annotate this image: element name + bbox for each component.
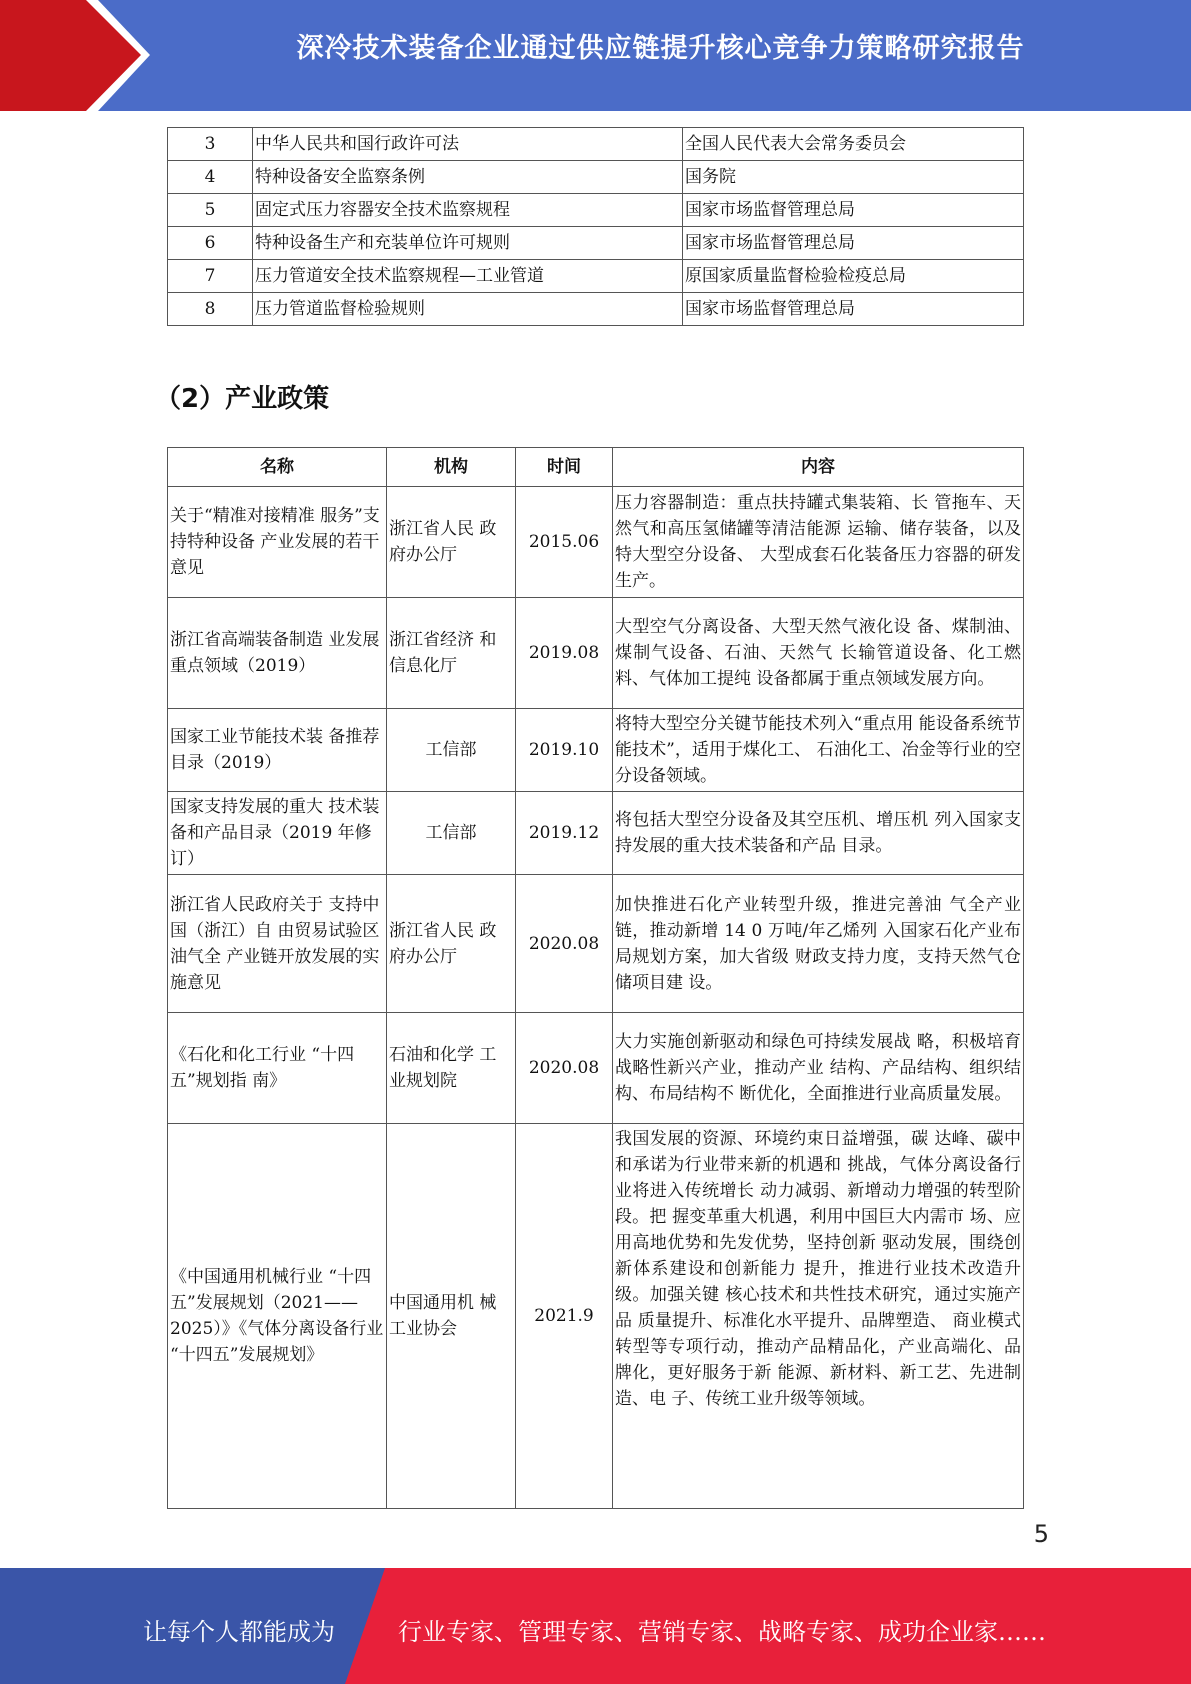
table-row	[168, 1124, 1024, 1509]
policy-org: 中国通用机 械工业协会	[387, 1124, 516, 1509]
table-row	[168, 260, 1024, 293]
policy-time: 2019.10	[516, 709, 613, 792]
policy-org: 浙江省人民 政府办公厅	[387, 875, 516, 1013]
table-row	[168, 709, 1024, 792]
table-row	[168, 128, 1024, 161]
section-title: （2）产业政策	[155, 384, 330, 414]
regulation-issuer: 全国人民代表大会常务委员会	[683, 128, 1024, 161]
report-title: 深冷技术装备企业通过供应链提升核心竞争力策略研究报告	[296, 33, 1025, 64]
regulation-name: 固定式压力容器安全技术监察规程	[253, 194, 683, 227]
column-header-content: 内容	[613, 448, 1024, 487]
policy-name: 浙江省人民政府关于 支持中国（浙江）自 由贸易试验区油气全 产业链开放发展的实 施意见	[168, 875, 387, 1013]
regulation-issuer: 国家市场监督管理总局	[683, 194, 1024, 227]
policy-time: 2019.08	[516, 598, 613, 709]
policy-name: 浙江省高端装备制造 业发展重点领域（2019）	[168, 598, 387, 709]
regulation-name: 特种设备生产和充装单位许可规则	[253, 227, 683, 260]
policy-name: 国家支持发展的重大 技术装备和产品目录（2019 年修订）	[168, 792, 387, 875]
column-header-org: 机构	[387, 448, 516, 487]
page-header	[0, 0, 1191, 111]
policy-content: 大力实施创新驱动和绿色可持续发展战 略，积极培育战略性新兴产业，推动产业 结构、产品结构、组织结构、布局结构不 断优化，全面推进行业高质量发展。	[613, 1013, 1024, 1124]
policy-org: 石油和化学 工业规划院	[387, 1013, 516, 1124]
policy-content: 压力容器制造：重点扶持罐式集装箱、长 管拖车、天然气和高压氢储罐等清洁能源 运输、储存装备，以及特大型空分设备、 大型成套石化装备压力容器的研发生产。	[613, 487, 1024, 598]
regulation-number: 6	[168, 227, 253, 260]
footer-slogan-right: 行业专家、管理专家、营销专家、战略专家、成功企业家……	[398, 1618, 1046, 1646]
policy-content: 我国发展的资源、环境约束日益增强，碳 达峰、碳中和承诺为行业带来新的机遇和 挑战，气体分离设备行业将进入传统增长 动力减弱、新增动力增强的转型阶段。把 握变革重大机遇，利用中国巨大内需市 场、应用高地优势和先发优势，坚持创新 驱动发展，围绕创新体系建设和创新能力 提升，推进行业技术改造升级。加强关键 核心技术和共性技术研究，通过实施产品 质量提升、标准化水平提升、品牌塑造、 商业模式转型等专项行动，推动产品精品化，产业高端化、品牌化，更好服务于新 能源、新材料、新工艺、先进制造、电 子、传统工业升级等领域。	[613, 1124, 1024, 1509]
policy-org: 工信部	[387, 792, 516, 875]
table-row	[168, 293, 1024, 326]
policy-org: 浙江省经济 和信息化厅	[387, 598, 516, 709]
policy-time: 2019.12	[516, 792, 613, 875]
regulation-name: 压力管道监督检验规则	[253, 293, 683, 326]
policy-time: 2015.06	[516, 487, 613, 598]
regulation-issuer: 国家市场监督管理总局	[683, 227, 1024, 260]
policy-time: 2020.08	[516, 875, 613, 1013]
column-header-name: 名称	[168, 448, 387, 487]
regulation-number: 5	[168, 194, 253, 227]
column-header-time: 时间	[516, 448, 613, 487]
policy-content: 加快推进石化产业转型升级，推进完善油 气全产业链，推动新增 14 0 万吨/年乙烯列 入国家石化产业布局规划方案，加大省级 财政支持力度，支持天然气仓储项目建 设。	[613, 875, 1024, 1013]
regulation-issuer: 国务院	[683, 161, 1024, 194]
policy-table	[167, 447, 1024, 1509]
regulation-number: 8	[168, 293, 253, 326]
policy-content: 将特大型空分关键节能技术列入“重点用 能设备系统节能技术”，适用于煤化工、 石油化工、冶金等行业的空分设备领域。	[613, 709, 1024, 792]
table-row	[168, 1013, 1024, 1124]
regulation-name: 中华人民共和国行政许可法	[253, 128, 683, 161]
policy-content: 大型空气分离设备、大型天然气液化设 备、煤制油、煤制气设备、石油、天然气 长输管道设备、化工燃料、气体加工提纯 设备都属于重点领域发展方向。	[613, 598, 1024, 709]
regulation-name: 特种设备安全监察条例	[253, 161, 683, 194]
table-row	[168, 161, 1024, 194]
page-footer	[0, 1568, 1191, 1684]
policy-org: 浙江省人民 政府办公厅	[387, 487, 516, 598]
table-row	[168, 227, 1024, 260]
regulation-table	[167, 127, 1024, 326]
regulation-name: 压力管道安全技术监察规程—工业管道	[253, 260, 683, 293]
table-row	[168, 194, 1024, 227]
policy-time: 2020.08	[516, 1013, 613, 1124]
regulation-number: 7	[168, 260, 253, 293]
policy-table-header-row	[168, 448, 1024, 487]
regulation-number: 3	[168, 128, 253, 161]
regulation-issuer: 国家市场监督管理总局	[683, 293, 1024, 326]
table-row	[168, 792, 1024, 875]
table-row	[168, 598, 1024, 709]
footer-slogan-left: 让每个人都能成为	[143, 1618, 335, 1646]
policy-name: 《石化和化工行业 “十四五”规划指 南》	[168, 1013, 387, 1124]
policy-name: 关于“精准对接精准 服务”支持特种设备 产业发展的若干意见	[168, 487, 387, 598]
policy-org: 工信部	[387, 709, 516, 792]
page-number: 5	[1033, 1520, 1049, 1548]
table-row	[168, 487, 1024, 598]
regulation-number: 4	[168, 161, 253, 194]
policy-name: 国家工业节能技术装 备推荐目录（2019）	[168, 709, 387, 792]
policy-time: 2021.9	[516, 1124, 613, 1509]
regulation-issuer: 原国家质量监督检验检疫总局	[683, 260, 1024, 293]
policy-content: 将包括大型空分设备及其空压机、增压机 列入国家支持发展的重大技术装备和产品 目录。	[613, 792, 1024, 875]
header-arrow-icon	[0, 0, 141, 111]
policy-name: 《中国通用机械行业 “十四五”发展规划（2021——2025）》《气体分离设备行业 “十四五”发展规划》	[168, 1124, 387, 1509]
table-row	[168, 875, 1024, 1013]
